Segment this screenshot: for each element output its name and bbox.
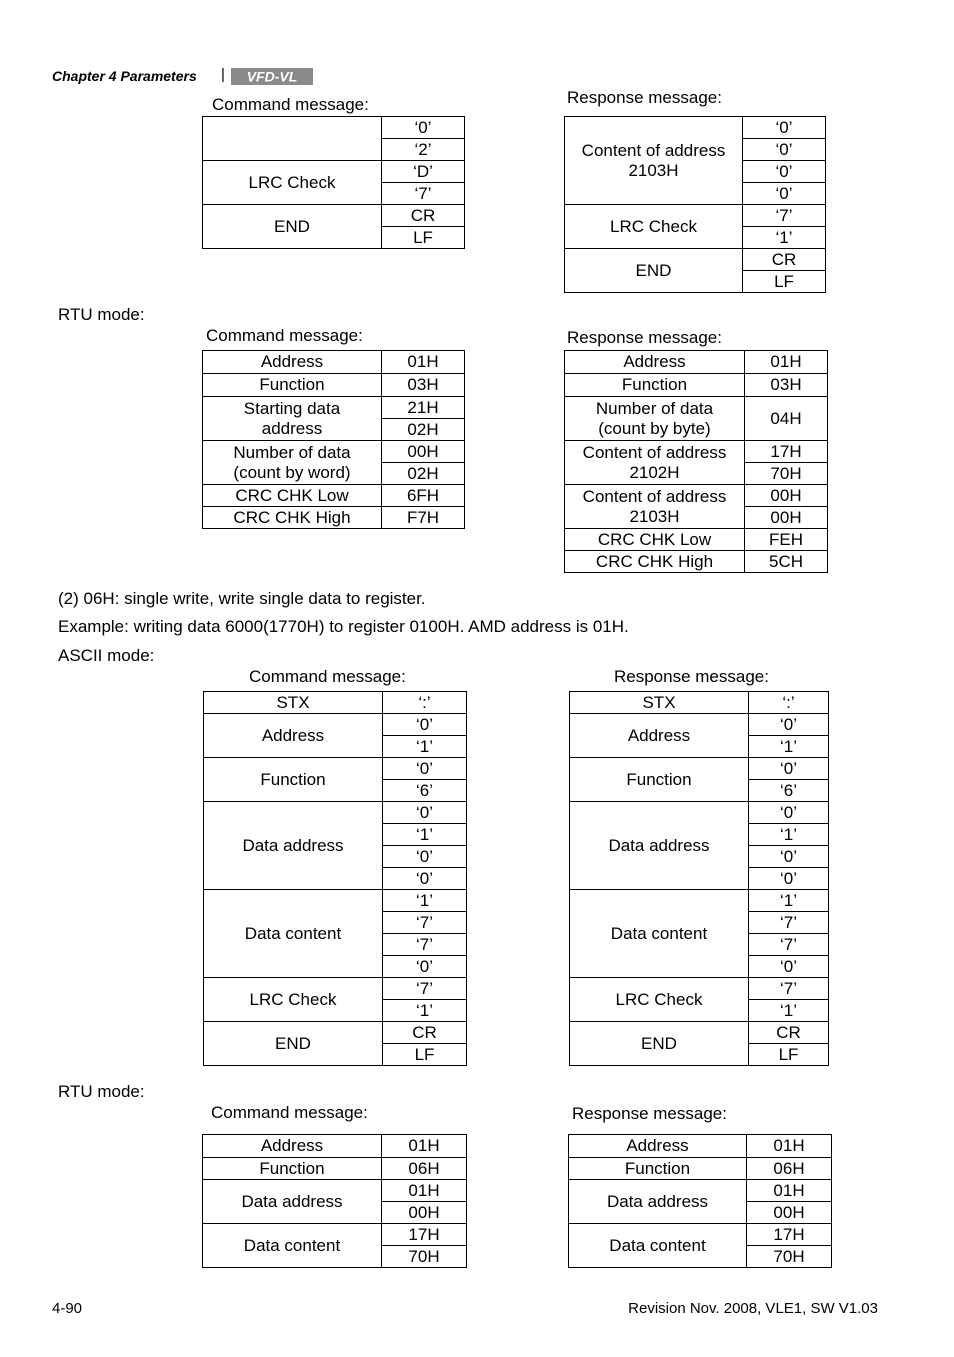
- value-cell: ‘1’: [383, 736, 467, 758]
- value-cell: ‘1’: [383, 890, 467, 912]
- rtu2-cmd-table: [202, 1134, 467, 1268]
- value-cell: ‘0’: [383, 956, 467, 978]
- value-cell: ‘7’: [382, 183, 465, 205]
- field-name-cell: LRC Check: [204, 978, 383, 1022]
- value-cell: ‘1’: [383, 824, 467, 846]
- value-cell: ‘0’: [743, 183, 826, 205]
- revision-note: Revision Nov. 2008, VLE1, SW V1.03: [628, 1300, 878, 1317]
- field-name-cell: LRC Check: [565, 205, 743, 249]
- value-cell: ‘0’: [749, 802, 829, 824]
- ascii2-cmd-caption: Command message:: [249, 667, 406, 686]
- top-right-caption: Response message:: [567, 88, 722, 107]
- field-name-cell: Function: [203, 374, 382, 397]
- page-number: 4-90: [52, 1300, 83, 1317]
- field-name-cell: Data address: [569, 1180, 747, 1224]
- vfd-vl-logo: [231, 68, 313, 85]
- rtu2-resp-caption: Response message:: [572, 1104, 727, 1123]
- field-name-cell: STX: [204, 692, 383, 714]
- value-cell: 01H: [382, 1135, 467, 1158]
- name-line: Content of address: [581, 140, 726, 160]
- name-line: Number of data: [233, 442, 351, 462]
- rtu2-cmd-caption: Command message:: [211, 1103, 368, 1122]
- field-name-cell: Address: [204, 714, 383, 758]
- field-name-cell: [203, 397, 382, 441]
- value-cell: ‘7’: [383, 978, 467, 1000]
- value-cell: ‘1’: [749, 824, 829, 846]
- value-cell: ‘7’: [749, 978, 829, 1000]
- field-name-cell: END: [203, 205, 382, 249]
- value-cell: ‘1’: [749, 736, 829, 758]
- rtu-mode-label: RTU mode:: [58, 1082, 145, 1101]
- value-cell: 00H: [382, 1202, 467, 1224]
- value-cell: ‘0’: [743, 139, 826, 161]
- value-cell: CR: [743, 249, 826, 271]
- rtu1-resp-table: [564, 350, 828, 573]
- field-name-cell: END: [565, 249, 743, 293]
- value-cell: ‘7’: [749, 934, 829, 956]
- field-name-cell: Function: [570, 758, 749, 802]
- field-name-cell: Address: [570, 714, 749, 758]
- name-line: 2103H: [628, 160, 679, 180]
- value-cell: 01H: [382, 1180, 467, 1202]
- ascii2-cmd-table: [203, 691, 467, 1066]
- field-name-cell: END: [570, 1022, 749, 1066]
- value-cell: ‘:’: [383, 692, 467, 714]
- name-line: Number of data: [595, 398, 714, 418]
- value-cell: ‘7’: [749, 912, 829, 934]
- name-line: Content of address: [582, 486, 727, 506]
- top-left-caption: Command message:: [212, 95, 369, 114]
- rtu2-resp-table: [568, 1134, 832, 1268]
- field-name-cell: Data content: [203, 1224, 382, 1268]
- value-cell: LF: [743, 271, 826, 293]
- value-cell: ‘1’: [383, 1000, 467, 1022]
- field-name-cell: [203, 441, 382, 485]
- rtu1-cmd-caption: Command message:: [206, 326, 363, 345]
- value-cell: ‘1’: [749, 1000, 829, 1022]
- rtu1-resp-caption: Response message:: [567, 328, 722, 347]
- value-cell: 00H: [745, 485, 828, 507]
- field-name-cell: Address: [569, 1135, 747, 1158]
- field-name-cell: Function: [565, 374, 745, 397]
- value-cell: ‘1’: [743, 227, 826, 249]
- value-cell: 04H: [745, 397, 828, 441]
- field-name-cell: CRC CHK High: [565, 551, 745, 573]
- field-name-cell: Data address: [570, 802, 749, 890]
- value-cell: ‘:’: [749, 692, 829, 714]
- value-cell: ‘0’: [383, 802, 467, 824]
- blank-cell: [203, 117, 382, 161]
- field-name-cell: Data content: [569, 1224, 747, 1268]
- field-name-cell: Address: [203, 1135, 382, 1158]
- field-name-cell: Data address: [203, 1180, 382, 1224]
- value-cell: ‘0’: [383, 846, 467, 868]
- value-cell: ‘0’: [383, 714, 467, 736]
- ascii-mode-label: ASCII mode:: [58, 646, 155, 665]
- value-cell: 01H: [747, 1180, 832, 1202]
- value-cell: ‘0’: [749, 714, 829, 736]
- value-cell: ‘1’: [749, 890, 829, 912]
- rtu-mode-label: RTU mode:: [58, 305, 145, 324]
- field-name-cell: STX: [570, 692, 749, 714]
- field-name-cell: Function: [569, 1158, 747, 1180]
- value-cell: 5CH: [745, 551, 828, 573]
- field-name-cell: [565, 441, 745, 485]
- rtu1-cmd-table: [202, 350, 465, 529]
- value-cell: ‘D’: [382, 161, 465, 183]
- value-cell: ‘0’: [743, 161, 826, 183]
- field-name-cell: Function: [203, 1158, 382, 1180]
- value-cell: CR: [382, 205, 465, 227]
- value-cell: ‘7’: [383, 934, 467, 956]
- value-cell: ‘0’: [749, 868, 829, 890]
- value-cell: 03H: [382, 374, 465, 397]
- value-cell: ‘6’: [749, 780, 829, 802]
- field-name-cell: Data address: [204, 802, 383, 890]
- ascii2-resp-caption: Response message:: [614, 667, 769, 686]
- value-cell: 01H: [382, 351, 465, 374]
- field-name-cell: LRC Check: [570, 978, 749, 1022]
- field-name-cell: Address: [203, 351, 382, 374]
- value-cell: 21H: [382, 397, 465, 419]
- name-line: (count by byte): [598, 418, 711, 438]
- value-cell: ‘6’: [383, 780, 467, 802]
- header-separator: |: [221, 66, 225, 83]
- value-cell: LF: [383, 1044, 467, 1066]
- chapter-title: Chapter 4 Parameters: [52, 68, 197, 84]
- value-cell: 17H: [382, 1224, 467, 1246]
- value-cell: 70H: [745, 463, 828, 485]
- value-cell: CR: [383, 1022, 467, 1044]
- example-text: Example: writing data 6000(1770H) to register 0100H. AMD address is 01H.: [58, 617, 629, 636]
- value-cell: ‘0’: [749, 956, 829, 978]
- value-cell: ‘7’: [743, 205, 826, 227]
- field-name-cell: CRC CHK Low: [203, 485, 382, 507]
- svg-text:VFD-VL: VFD-VL: [246, 68, 298, 85]
- field-name-cell: Address: [565, 351, 745, 374]
- value-cell: CR: [749, 1022, 829, 1044]
- name-line: Content of address: [582, 442, 727, 462]
- value-cell: FEH: [745, 529, 828, 551]
- section-heading: (2) 06H: single write, write single data to register.: [58, 589, 426, 608]
- value-cell: LF: [749, 1044, 829, 1066]
- value-cell: 70H: [382, 1246, 467, 1268]
- value-cell: 6FH: [382, 485, 465, 507]
- value-cell: 03H: [745, 374, 828, 397]
- name-line: 2102H: [629, 462, 680, 482]
- field-name-cell: [565, 117, 743, 205]
- value-cell: 17H: [747, 1224, 832, 1246]
- value-cell: ‘0’: [383, 758, 467, 780]
- value-cell: ‘0’: [382, 117, 465, 139]
- value-cell: ‘0’: [383, 868, 467, 890]
- value-cell: 01H: [747, 1135, 832, 1158]
- value-cell: 06H: [382, 1158, 467, 1180]
- value-cell: ‘0’: [749, 846, 829, 868]
- value-cell: ‘7’: [383, 912, 467, 934]
- field-name-cell: CRC CHK Low: [565, 529, 745, 551]
- value-cell: 00H: [745, 507, 828, 529]
- value-cell: 02H: [382, 463, 465, 485]
- name-line: 2103H: [629, 506, 680, 526]
- top-right-table: [564, 116, 826, 293]
- field-name-cell: [565, 485, 745, 529]
- field-name-cell: CRC CHK High: [203, 507, 382, 529]
- value-cell: LF: [382, 227, 465, 249]
- value-cell: 02H: [382, 419, 465, 441]
- value-cell: ‘0’: [743, 117, 826, 139]
- value-cell: ‘2’: [382, 139, 465, 161]
- value-cell: 06H: [747, 1158, 832, 1180]
- value-cell: ‘0’: [749, 758, 829, 780]
- name-line: address: [261, 418, 323, 438]
- field-name-cell: Data content: [204, 890, 383, 978]
- top-left-table: [202, 116, 465, 249]
- name-line: (count by word): [233, 462, 351, 482]
- value-cell: 00H: [382, 441, 465, 463]
- name-line: Starting data: [243, 398, 341, 418]
- value-cell: 17H: [745, 441, 828, 463]
- field-name-cell: Function: [204, 758, 383, 802]
- ascii2-resp-table: [569, 691, 829, 1066]
- field-name-cell: LRC Check: [203, 161, 382, 205]
- field-name-cell: END: [204, 1022, 383, 1066]
- value-cell: 70H: [747, 1246, 832, 1268]
- value-cell: 01H: [745, 351, 828, 374]
- value-cell: F7H: [382, 507, 465, 529]
- value-cell: 00H: [747, 1202, 832, 1224]
- field-name-cell: Data content: [570, 890, 749, 978]
- field-name-cell: [565, 397, 745, 441]
